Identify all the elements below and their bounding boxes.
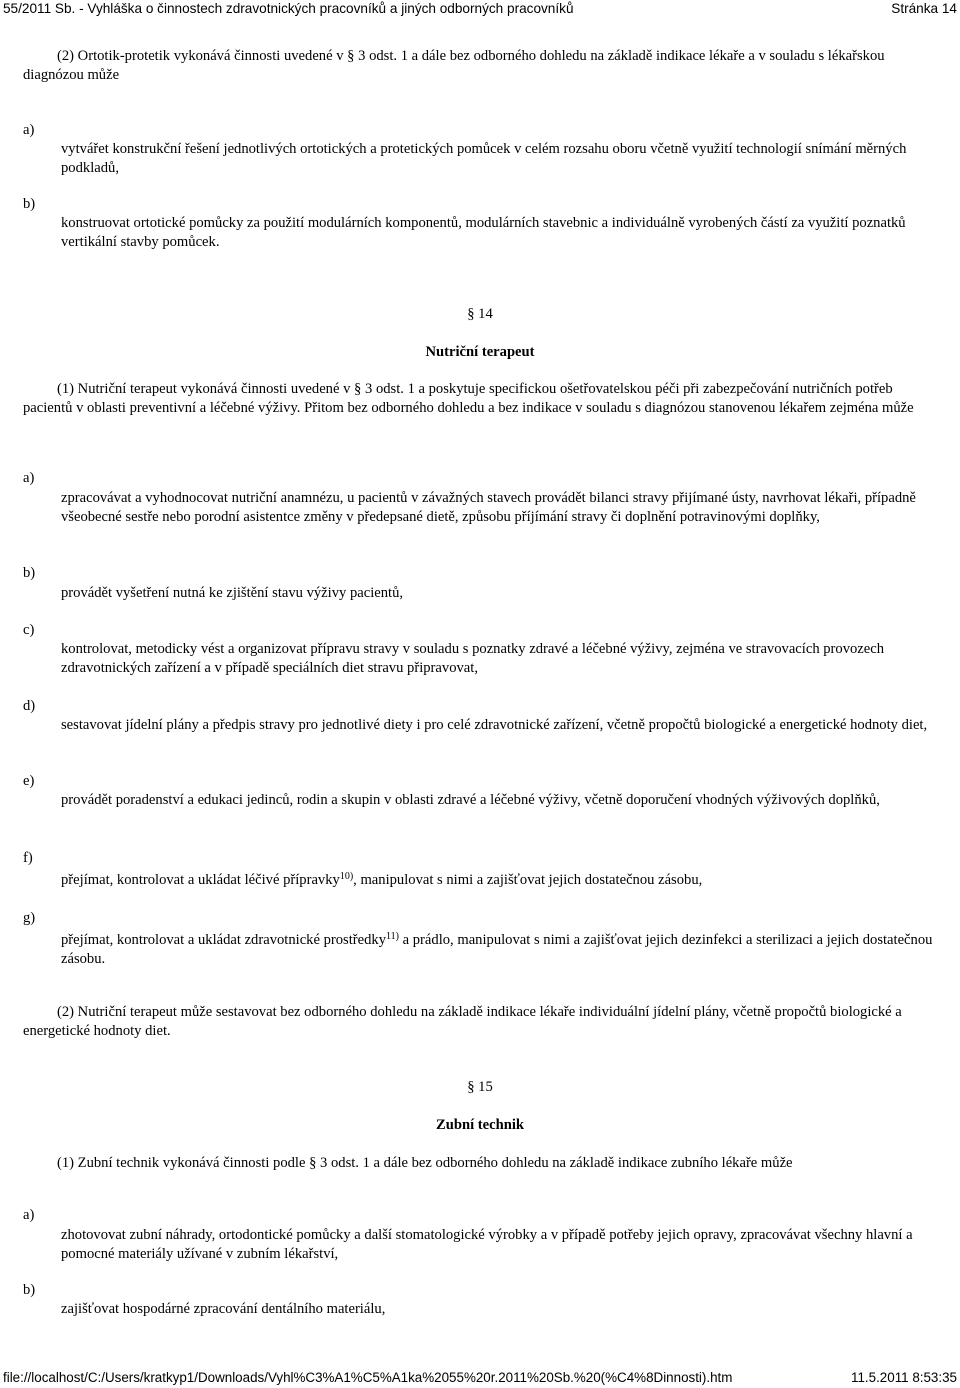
paragraph-nutricni-1: (1) Nutriční terapeut vykonává činnosti uvedené v § 3 odst. 1 a poskytuje specifickou ošetřovatelskou péči při zabezpečování nutričních potřeb pacientů v oblasti preventivní a léčebné výživy. Přitom bez odborného dohledu a bez indikace v souladu s diagnózou stanovenou lékařem zejména může bbox=[23, 381, 914, 416]
item-label: b) bbox=[23, 196, 36, 212]
list-item: kontrolovat, metodicky vést a organizovat přípravu stravy v souladu s poznatky zdravé a léčebné výživy, zejména ve stravovacích provozech zdravotnických zařízení a v případě speciálních diet stravu připravovat, bbox=[61, 641, 885, 676]
item-label: d) bbox=[23, 698, 36, 714]
print-datetime: 11.5.2011 8:53:35 bbox=[851, 1370, 957, 1385]
item-label: b) bbox=[23, 1282, 36, 1298]
page-footer bbox=[3, 1369, 957, 1386]
item-label: c) bbox=[23, 622, 35, 638]
list-item: vytvářet konstrukční řešení jednotlivých ortotických a protetických pomůcek v celém rozsahu oboru včetně využití technologií snímání měrných podkladů, bbox=[61, 141, 907, 176]
section-title: Nutriční terapeut bbox=[425, 344, 535, 360]
section-title: Zubní technik bbox=[435, 1117, 524, 1133]
list-item: přejímat, kontrolovat a ukládat zdravotnické prostředky$^{11)}$ a prádlo, manipulovat s nimi a zajišťovat jejich dezinfekci a sterilizaci a jejich dostatečnou zásobu. bbox=[61, 931, 933, 967]
list-item: zajišťovat hospodárné zpracování dentálního materiálu, bbox=[61, 1301, 386, 1317]
item-label: e) bbox=[23, 773, 35, 789]
footnote-ref: 11) bbox=[386, 931, 399, 942]
list-item: konstruovat ortotické pomůcky za použití modulárních komponentů, modulárních stavebnic a individuálně vyrobených částí za využití poznatků vertikální stavby pomůcek. bbox=[61, 215, 906, 250]
list-item: zhotovovat zubní náhrady, ortodontické pomůcky a další stomatologické výrobky a v případě potřeby jejich opravy, zpracovávat všechny hlavní a pomocné materiály užívané v zubním lékařství, bbox=[61, 1227, 913, 1262]
item-label: g) bbox=[23, 910, 36, 926]
list-item: provádět poradenství a edukaci jedinců, rodin a skupin v oblasti zdravé a léčebné výživy, včetně doporučení vhodných výživových doplňků, bbox=[61, 792, 880, 808]
page-number: Stránka 14 bbox=[891, 1, 957, 16]
section-number: § 15 bbox=[467, 1079, 493, 1095]
item-label: a) bbox=[23, 1207, 35, 1223]
paragraph-zubni-1: (1) Zubní technik vykonává činnosti podle § 3 odst. 1 a dále bez odborného dohledu na základě indikace zubního lékaře může bbox=[57, 1155, 793, 1171]
item-label: f) bbox=[23, 850, 33, 866]
item-label: a) bbox=[23, 122, 35, 138]
page-header bbox=[3, 0, 957, 17]
item-label: b) bbox=[23, 565, 36, 581]
list-item: přejímat, kontrolovat a ukládat léčivé přípravky$^{10)}$, manipulovat s nimi a zajišťovat jejich dostatečnou zásobu, bbox=[61, 871, 703, 888]
list-item: zpracovávat a vyhodnocovat nutriční anamnézu, u pacientů v závažných stavech provádět bilanci stravy přijímané ústy, navrhovat lékaři, případně všeobecné sestře nebo porodní asistentce změny v předepsané dietě, způsobu příjímání stravy či doplnění potravinovými doplňky, bbox=[61, 490, 916, 525]
section-number: § 14 bbox=[467, 306, 493, 322]
list-item: provádět vyšetření nutná ke zjištění stavu výživy pacientů, bbox=[61, 585, 404, 601]
document-title: 55/2011 Sb. - Vyhláška o činnostech zdravotnických pracovníků a jiných odborných pracovníků bbox=[3, 1, 574, 16]
paragraph-nutricni-2: (2) Nutriční terapeut může sestavovat bez odborného dohledu na základě indikace lékaře individuální jídelní plány, včetně propočtů biologické a energetické hodnoty diet. bbox=[23, 1004, 902, 1039]
paragraph-ortotik-2: (2) Ortotik-protetik vykonává činnosti uvedené v § 3 odst. 1 a dále bez odborného dohledu na základě indikace lékaře a v souladu s lékařskou diagnózou může bbox=[23, 48, 885, 83]
list-item: sestavovat jídelní plány a předpis stravy pro jednotlivé diety i pro celé zdravotnické zařízení, včetně propočtů biologické a energetické hodnoty diet, bbox=[61, 717, 928, 733]
footnote-ref: 10) bbox=[339, 871, 354, 882]
item-label: a) bbox=[23, 470, 35, 486]
file-url: file://localhost/C:/Users/kratkyp1/Downloads/Vyhl%C3%A1%C5%A1ka%2055%20r.2011%20Sb.%20(%C4%8Dinnosti).htm bbox=[3, 1370, 733, 1385]
